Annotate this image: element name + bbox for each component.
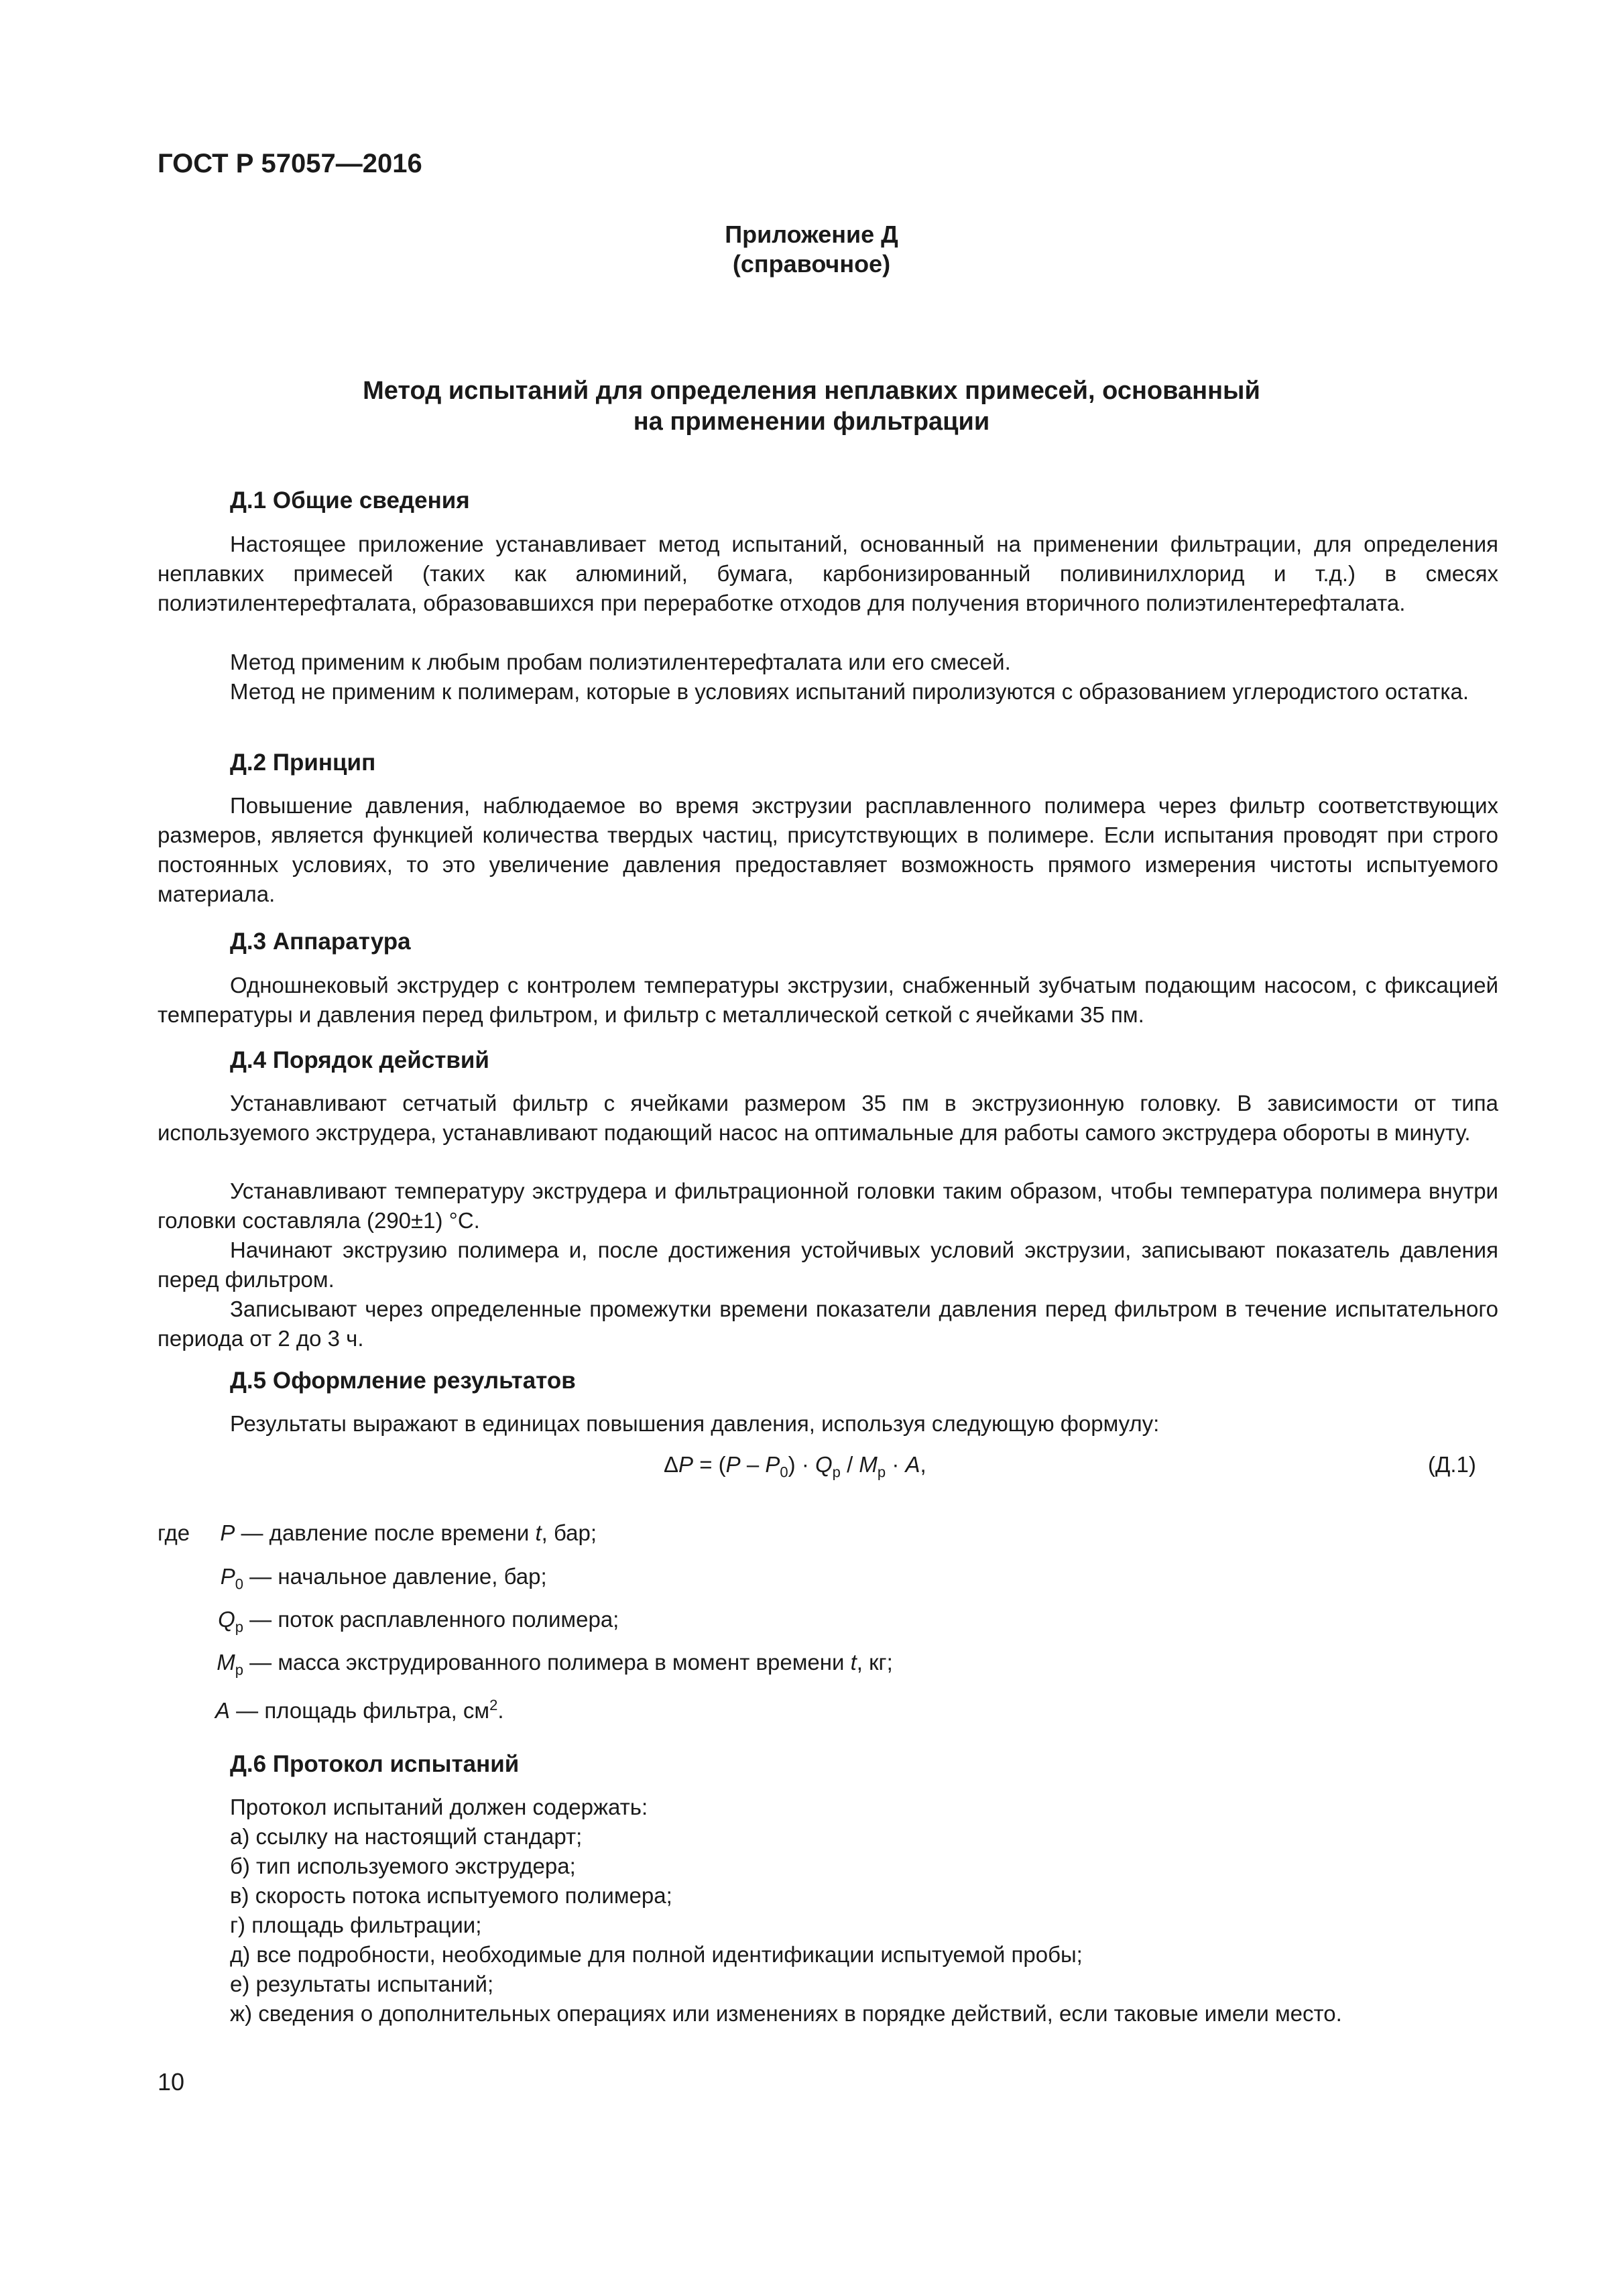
- appendix-name: Приложение Д: [725, 221, 898, 248]
- formula-d1: $\Delta P = (P - P_0) \cdot Q_p / M_p \cdot A$,: [664, 1452, 926, 1481]
- list-item: в) скорость потока испытуемого полимера;: [230, 1883, 672, 1908]
- section-heading-d5: Д.5 Оформление результатов: [230, 1368, 576, 1394]
- section-heading-d2: Д.2 Принцип: [230, 749, 376, 776]
- legend-row-p: где P — давление после времени t, бар;: [158, 1520, 597, 1545]
- appendix-type: (справочное): [732, 250, 891, 278]
- paragraph: Метод не применим к полимерам, которые в условиях испытаний пиролизуются с образованием углеродистого остатка.: [230, 679, 1469, 704]
- paragraph: Устанавливают температуру экструдера и фильтрационной головки таким образом, чтобы температура полимера внутри головки составляла (290±1) °С.: [158, 1179, 1498, 1233]
- list-item: а) ссылку на настоящий стандарт;: [230, 1824, 583, 1849]
- appendix-title-line2: на применении фильтрации: [633, 408, 990, 436]
- list-item: б) тип используемого экструдера;: [230, 1854, 576, 1878]
- legend-row-qp: $Q_p$ — поток расплавленного полимера;: [218, 1607, 619, 1636]
- section-heading-d6: Д.6 Протокол испытаний: [230, 1751, 520, 1777]
- appendix-title-line1: Метод испытаний для определения неплавких примесей, основанный: [363, 377, 1260, 405]
- list-item: ж) сведения о дополнительных операциях или изменениях в порядке действий, если таковые имели место.: [230, 2001, 1342, 2026]
- paragraph: Результаты выражают в единицах повышения давления, используя следующую формулу:: [230, 1411, 1160, 1436]
- page-number: 10: [158, 2068, 185, 2096]
- protocol-intro: Протокол испытаний должен содержать:: [230, 1795, 648, 1819]
- list-item: е) результаты испытаний;: [230, 1972, 494, 1996]
- formula-number: (Д.1): [1428, 1452, 1476, 1477]
- section-heading-d3: Д.3 Аппаратура: [230, 928, 411, 955]
- paragraph: Одношнековый экструдер с контролем температуры экструзии, снабженный зубчатым подающим насосом, с фиксацией температуры и давления перед фильтром, и фильтр с металлической сеткой с ячейками 35 пм.: [158, 973, 1498, 1027]
- list-item: г) площадь фильтрации;: [230, 1913, 482, 1937]
- paragraph: Повышение давления, наблюдаемое во время экструзии расплавленного полимера через фильтр соответствующих размеров, является функцией количества твердых частиц, присутствующих в полимере. Если испытания проводят при строго постоянных условиях, то это увеличение давления предоставляет возможность прямого измерения чистоты испытуемого материала.: [158, 793, 1498, 906]
- paragraph: Метод применим к любым пробам полиэтилентерефталата или его смесей.: [230, 650, 1011, 674]
- section-heading-d4: Д.4 Порядок действий: [230, 1047, 489, 1073]
- paragraph: Записывают через определенные промежутки времени показатели давления перед фильтром в течение испытательного периода от 2 до 3 ч.: [158, 1296, 1498, 1351]
- paragraph: Настоящее приложение устанавливает метод испытаний, основанный на применении фильтрации, для определения неплавких примесей (таких как алюминий, бумага, карбонизированный поливинилхлорид и т.д.) в смесях полиэтилентерефталата, образовавшихся при переработке отходов для получения вторичного полиэтилентерефталата.: [158, 532, 1498, 615]
- document-code: ГОСТ Р 57057—2016: [158, 149, 422, 178]
- list-item: д) все подробности, необходимые для полной идентификации испытуемой пробы;: [230, 1942, 1083, 1967]
- paragraph: Устанавливают сетчатый фильтр с ячейками размером 35 пм в экструзионную головку. В зависимости от типа используемого экструдера, устанавливают подающий насос на оптимальные для работы самого экструдера обороты в минуту.: [158, 1091, 1498, 1145]
- legend-row-p0: $P_0$ — начальное давление, бар;: [220, 1564, 547, 1593]
- section-heading-d1: Д.1 Общие сведения: [230, 487, 470, 513]
- legend-row-a: A — площадь фильтра, $см^2$.: [215, 1697, 504, 1723]
- legend-where: где: [158, 1520, 190, 1545]
- legend-row-mp: $M_p$ — масса экструдированного полимера в момент времени t, кг;: [217, 1650, 893, 1679]
- paragraph: Начинают экструзию полимера и, после достижения устойчивых условий экструзии, записывают показатель давления перед фильтром.: [158, 1237, 1498, 1292]
